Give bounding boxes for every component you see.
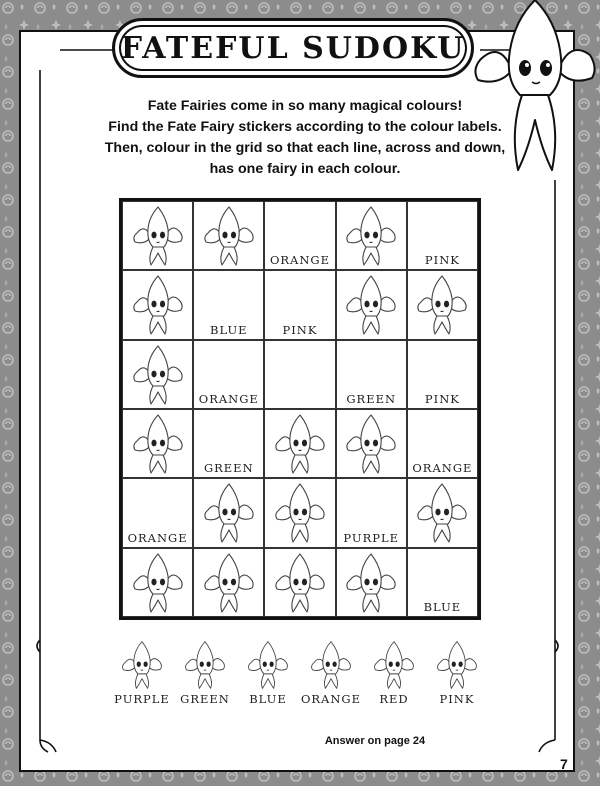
grid-cell[interactable] xyxy=(264,201,335,270)
grid-cell[interactable] xyxy=(407,270,478,339)
sticker-label: GREEN xyxy=(180,692,230,706)
instruction-line: Find the Fate Fairy stickers according to the colour labels. xyxy=(108,119,502,135)
fate-fairy-icon xyxy=(183,640,227,690)
grid-cell[interactable] xyxy=(336,340,407,409)
grid-cell[interactable] xyxy=(407,201,478,270)
grid-cell[interactable] xyxy=(193,548,264,617)
grid-cell[interactable] xyxy=(264,478,335,547)
grid-cell[interactable] xyxy=(122,270,193,339)
fate-fairy-icon xyxy=(273,552,327,614)
title-banner xyxy=(112,18,474,78)
grid-cell[interactable] xyxy=(336,409,407,478)
fate-fairy-icon xyxy=(202,552,256,614)
answer-note: Answer on page 24 xyxy=(324,735,426,747)
grid-cell[interactable] xyxy=(122,409,193,478)
grid-cell[interactable] xyxy=(122,548,193,617)
grid-cell[interactable] xyxy=(122,340,193,409)
fate-fairy-icon xyxy=(131,344,185,406)
sticker-key xyxy=(110,640,494,710)
fate-fairy-icon xyxy=(344,274,398,336)
grid-cell[interactable] xyxy=(193,270,264,339)
grid-cell[interactable] xyxy=(264,409,335,478)
grid-cell[interactable] xyxy=(122,478,193,547)
grid-cell[interactable] xyxy=(264,340,335,409)
colour-label: BLUE xyxy=(423,600,462,614)
fate-fairy-icon xyxy=(415,274,469,336)
grid-cell[interactable] xyxy=(407,548,478,617)
instruction-line: Fate Fairies come in so many magical colours! xyxy=(147,98,463,114)
grid-cell[interactable] xyxy=(336,478,407,547)
page-title: FATEFUL SUDOKU xyxy=(120,30,466,66)
sticker-label: ORANGE xyxy=(300,692,362,706)
fate-fairy-icon xyxy=(344,413,398,475)
instructions xyxy=(70,96,540,180)
grid-cell[interactable] xyxy=(407,478,478,547)
instruction-line: has one fairy in each colour. xyxy=(209,161,401,177)
sticker-label: PURPLE xyxy=(114,692,170,706)
fate-fairy-icon xyxy=(131,205,185,267)
sticker-label: RED xyxy=(379,692,409,706)
colour-label: GREEN xyxy=(346,392,397,406)
grid-cell[interactable] xyxy=(193,478,264,547)
colour-label: ORANGE xyxy=(412,461,473,476)
colour-label: PINK xyxy=(282,322,318,337)
page-number: 7 xyxy=(560,756,568,772)
fate-fairy-icon xyxy=(273,482,327,544)
fate-fairy-icon xyxy=(344,552,398,614)
grid-cell[interactable] xyxy=(336,548,407,617)
grid-cell[interactable] xyxy=(407,409,478,478)
grid-cell[interactable] xyxy=(193,201,264,270)
fate-fairy-icon xyxy=(309,640,353,690)
fate-fairy-icon xyxy=(131,552,185,614)
colour-label: PURPLE xyxy=(343,530,400,545)
fate-fairy-icon xyxy=(202,205,256,267)
fate-fairy-icon xyxy=(273,413,327,475)
grid-cell[interactable] xyxy=(193,409,264,478)
colour-label: BLUE xyxy=(210,322,248,337)
fate-fairy-icon xyxy=(202,482,256,544)
fate-fairy-icon xyxy=(344,205,398,267)
fate-fairy-icon xyxy=(415,482,469,544)
grid-cell[interactable] xyxy=(407,340,478,409)
sticker-pink xyxy=(419,640,495,706)
fate-fairy-icon xyxy=(120,640,164,690)
grid-cell[interactable] xyxy=(336,270,407,339)
colour-label: PINK xyxy=(424,253,460,268)
sudoku-grid xyxy=(119,198,481,620)
colour-label: GREEN xyxy=(203,461,254,476)
fate-fairy-icon xyxy=(372,640,416,690)
grid-cell[interactable] xyxy=(122,201,193,270)
grid-cell[interactable] xyxy=(193,340,264,409)
grid-cell[interactable] xyxy=(336,201,407,270)
sticker-label: PINK xyxy=(439,692,475,706)
colour-label: PINK xyxy=(424,392,460,406)
grid-cell[interactable] xyxy=(264,270,335,339)
sticker-label: BLUE xyxy=(249,692,287,706)
colour-label: ORANGE xyxy=(127,530,188,545)
fate-fairy-icon xyxy=(131,413,185,475)
colour-label: ORANGE xyxy=(269,253,331,268)
fate-fairy-icon xyxy=(131,274,185,336)
fate-fairy-icon xyxy=(435,640,479,690)
colour-label: ORANGE xyxy=(198,392,259,406)
fate-fairy-icon xyxy=(246,640,290,690)
instruction-line: Then, colour in the grid so that each line, across and down, xyxy=(104,140,506,156)
grid-cell[interactable] xyxy=(264,548,335,617)
